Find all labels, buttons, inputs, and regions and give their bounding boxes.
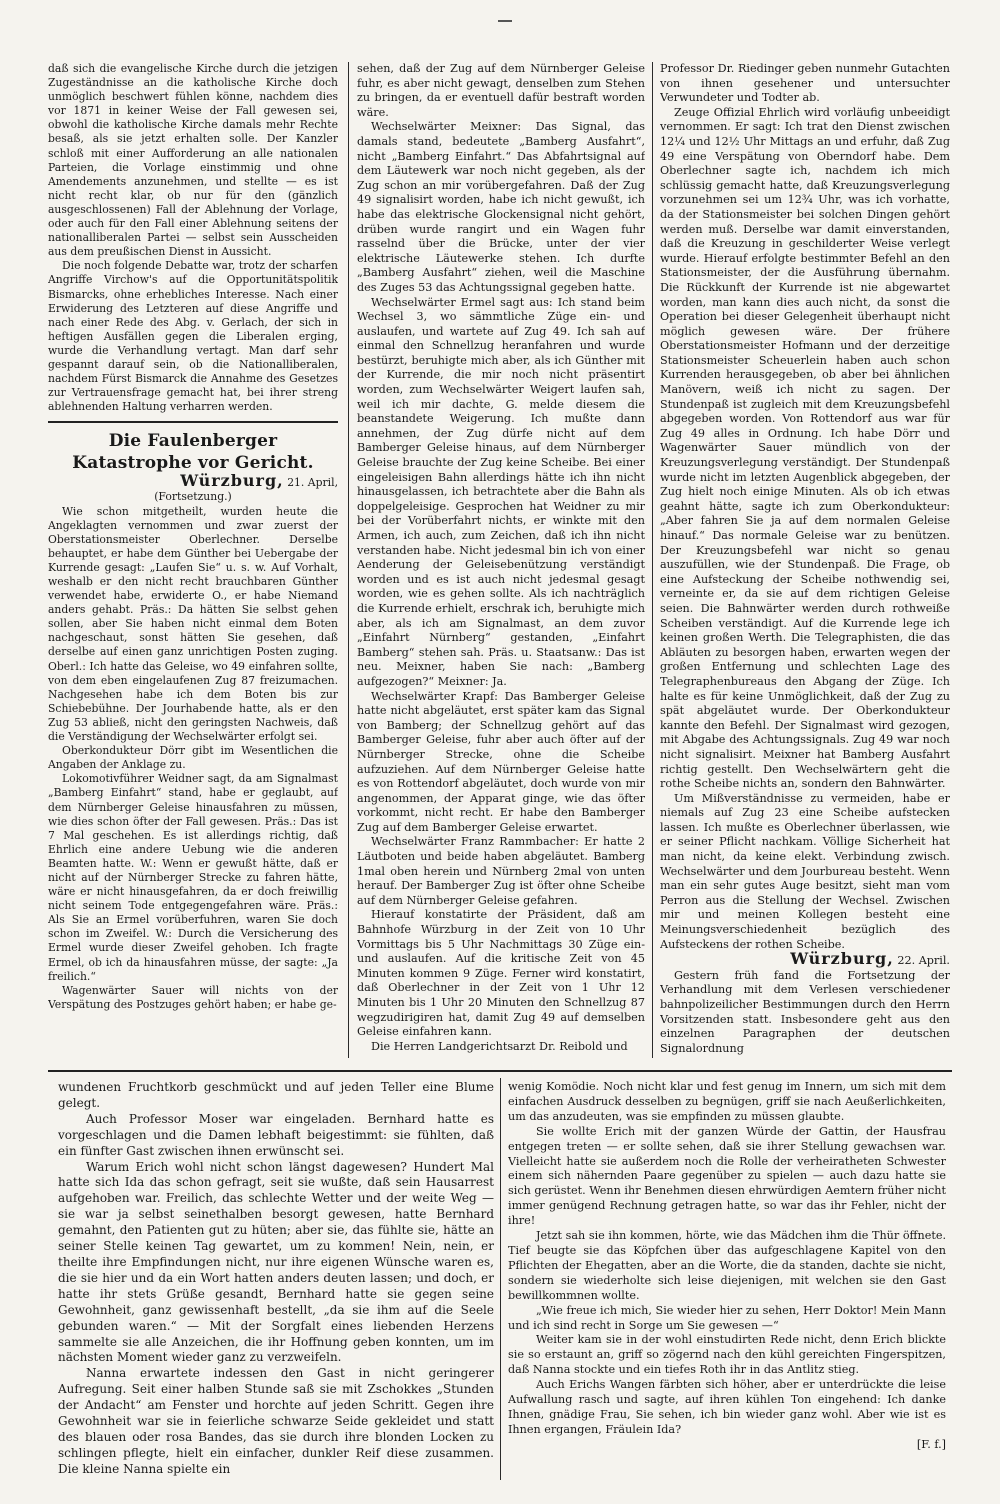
paragraph: Zeuge Offizial Ehrlich wird vorläufig unbeeidigt vernommen. Er sagt: Ich trat den Dienst zwischen 12¼ und 12½ Uhr Mittags an und erfuhr, daß Zug 49 eine Verspätung von Oberndorf habe. Dem Oberlechner sagte ich, nachdem ich mich schlüssig gemacht hatte, daß Kreuzungsverlegung vorzunehmen sei um 12¾ Uhr, was ich vorhatte, da der Stationsmeister bei solchen Dingen gehört werden muß. Derselbe war damit einverstanden, daß die Kreuzung in geschilderter Weise verlegt wurde. Hierauf erfolgte bestimmter Befehl an den Stationsmeister, der die Ausführung übernahm. Die Rückkunft der Kurrende ist nie abgewartet worden, man kann dies auch nicht, da sonst die Operation bei dieser Gelegenheit überhaupt nicht möglich gewesen wäre. Der frühere Oberstationsmeister Hofmann und der derzeitige Stationsmeister Scheuerlein haben auch schon Kurrenden herausgegeben, ob aber bei ähnlichen Manövern, weiß ich nicht zu sagen. Der Stundenpaß ist zugleich mit dem Kreuzungsbefehl abgegeben worden. Von Rottendorf aus war für Zug 49 alles in Ordnung. Ich habe Dörr und Wagenwärter Sauer mündlich von der Kreuzungsverlegung verständigt. Der Stundenpaß wurde nicht im letzten Augenblick abgegeben, der Zug hielt noch einige Minuten. Als ob ich etwas geahnt hätte, sagte ich zum Oberkondukteur: „Aber fahren Sie ja auf dem normalen Geleise hinauf.“ Das normale Geleise war zu benützen. Der Kreuzungsbefehl war nicht so genau auszufüllen, wie der Stundenpaß. Die Frage, ob eine Aufsteckung der Scheibe nothwendig sei, verneinte er, da sie auf dem richtigen Geleise seien. Die Bahnwärter werden durch rothweiße Scheiben verständigt. Auf die Kurrende lege ich keinen großen Werth. Die Telegraphisten, die das Abläuten zu besorgen haben, erwarten wegen der großen Entfernung und schlechten Lage des Telegraphenbureaus den Abgang der Züge. Ich halte es für keine Unmöglichkeit, daß der Zug zu spät abgeläutet wurde. Der Oberkondukteur kannte den Befehl. Der Signalmast wird gezogen, mit Abgabe des Achtungssignals. Zug 49 war noch nicht signalisirt. Meixner hat Bamberg Ausfahrt richtig gestellt. Den Wechselwärtern geht die rothe Scheibe nichts an, sondern den Bahnwärter. (660, 105, 950, 791)
dateline-date: 21. April, (287, 476, 338, 490)
paragraph: Wechselwärter Ermel sagt aus: Ich stand beim Wechsel 3, wo sämmtliche Züge ein- und auslaufen, und wartete auf Zug 49. Ich sah auf einmal den Schnellzug heranfahren und wurde bestürzt, beruhigte mich aber, als ich Günther mit der Kurrende, die mir noch nicht präsentirt worden, zum Wechselwärter Weigert laufen sah, weil ich mir dachte, G. melde diesem die beanstandete Weigerung. Ich mußte dann annehmen, der Zug dürfe nicht auf dem Bamberger Geleise hinaus, auf dem Nürnberger Geleise brauchte der Zug keine Scheibe. Bei einer eingeleisigen Bahn allerdings hätte ich ihn nicht hinausgelassen, ich betrachtete aber die Bahn als doppelgeleisige. Gesprochen hat Weidner zu mir bei der Vorüberfahrt nichts, er winkte mit den Armen, ich auch, zum Zeichen, daß ich ihn nicht verstanden habe. Nicht jedesmal bin ich von einer Aenderung der Geleisebenützung verständigt worden und es ist auch nicht jedesmal gesagt worden, wie es gehen sollte. Als ich nachträglich die Kurrende erhielt, erschrak ich, beruhigte mich aber, als ich am Signalmast, an dem zuvor „Einfahrt Nürnberg“ gestanden, „Einfahrt Bamberg“ stehen sah. Präs. u. Staatsanw.: Das ist neu. Meixner, haben Sie nach: „Bamberg aufgezogen?“ Meixner: Ja. (357, 295, 645, 688)
paragraph: Hierauf konstatirte der Präsident, daß am Bahnhofe Würzburg in der Zeit von 10 Uhr Vormittags bis 5 Uhr Nachmittags 30 Züge ein- und auslaufen. Auf die kritische Zeit von 45 Minuten kommen 9 Züge. Ferner wird konstatirt, daß Oberlechner in der Zeit von 1 Uhr 12 Minuten bis 1 Uhr 20 Minuten den Schnellzug 87 wegzudirigiren hat, damit Zug 49 auf demselben Geleise einfahren kann. (357, 908, 645, 1039)
paragraph: Nanna erwartete indessen den Gast in nicht geringerer Aufregung. Seit einer halben Stunde saß sie mit Zschokkes „Stunden der Andacht“ am Fenster und horchte auf jeden Schritt. Gegen ihre Gewohnheit war sie in feierliche schwarze Seide gekleidet und statt des blauen oder rosa Bandes, das sie durch ihre blonden Locken zu schlingen pflegte, hielt ein einfacher, dunkler Reif diese zusammen. Die kleine Nanna spielte ein (58, 1366, 494, 1476)
section-divider (48, 421, 338, 423)
column-rule (500, 1078, 501, 1480)
continuation-note: (Fortsetzung.) (154, 490, 232, 504)
column-2 (357, 62, 645, 1058)
author-signature: [F. f.] (916, 1437, 946, 1451)
paragraph: wundenen Fruchtkorb geschmückt und auf jeden Teller eine Blume gelegt. (58, 1080, 494, 1110)
paragraph: Die Herren Landgerichtsarzt Dr. Reibold und (371, 1039, 628, 1053)
column-rule (652, 62, 653, 1058)
paragraph: sehen, daß der Zug auf dem Nürnberger Geleise fuhr, es aber nicht gewagt, denselben zum Stehen zu bringen, da er eventuell dafür bestraft worden wäre. (357, 62, 645, 119)
column-rule (348, 62, 349, 1058)
feuilleton-divider (48, 1070, 952, 1072)
paragraph: Warum Erich wohl nicht schon längst dagewesen? Hundert Mal hatte sich Ida das schon gefragt, seit sie wußte, daß sein Hausarrest aufgehoben war. Freilich, das schlechte Wetter und der weite Weg — sie war ja selbst seinethalben besorgt gewesen, hatte Bernhard gemahnt, den Patienten gut zu hüten; aber sie, das fühlte sie, hätte an seiner Stelle keinen Tag gewartet, um zu kommen! Nein, nein, er theilte ihre Empfindungen nicht, nur ihre eigenen Wünsche waren es, die sie hier und da ein Wort hatten anders deuten lassen; und doch, er hatte ihr stets Grüße gesandt, Bernhard hatte sie gegen seine Gewohnheit, ganz gewissenhaft bestellt, „da sie ihm auf die Seele gebunden waren.“ — Mit der Sorgfalt eines liebenden Herzens sammelte sie alle Anzeichen, die ihr Hoffnung geben konnten, um im nächsten Moment wieder ganz zu verzweifeln. (58, 1159, 494, 1365)
page-mark (498, 20, 512, 22)
dateline-date: 22. April. (897, 954, 950, 968)
paragraph: Auch Erichs Wangen färbten sich höher, aber er unterdrückte die leise Aufwallung rasch und sagte, auf ihren kühlen Ton eingehend: Ich danke Ihnen, gnädige Frau, Sie sehen, ich bin wieder ganz wohl. Aber wie ist es Ihnen ergangen, Fräulein Ida? (508, 1378, 946, 1436)
column-3 (660, 62, 950, 1058)
paragraph: Wechselwärter Krapf: Das Bamberger Geleise hatte nicht abgeläutet, erst später kam das Signal von Bamberg; der Schnellzug gehört auf das Bamberger Geleise, fuhr aber auch öfter auf der Nürnberger Strecke, ohne die Scheibe aufzuziehen. Auf dem Nürnberger Geleise hatte es von Rottendorf abgeläutet, doch wurde von mir angenommen, der Apparat ginge, wie das öfter vorkommt, nicht recht. Er habe den Bamberger Zug auf dem Bamberger Geleise erwartet. (357, 689, 645, 834)
paragraph: Professor Dr. Riedinger geben nunmehr Gutachten von ihnen gesehener und untersuchter Verwundeter und Todter ab. (660, 62, 950, 105)
paragraph: Die noch folgende Debatte war, trotz der scharfen Angriffe Virchow's auf die Opportunitätspolitik Bismarcks, ohne erhebliches Interesse. Nach einer Erwiderung des Letzteren auf diese Angriffe und nach einer Rede des Abg. v. Gerlach, der sich in heftigen Ausfällen gegen die Liberalen erging, wurde die Verhandlung vertagt. Man darf sehr gespannt darauf sein, ob die Nationalliberalen, nachdem Fürst Bismarck die Annahme des Gesetzes zur Vertrauensfrage gemacht hat, bei ihrer streng ablehnenden Haltung verharren werden. (48, 259, 338, 414)
feuilleton-right-column (508, 1080, 946, 1480)
paragraph: Wagenwärter Sauer will nichts von der Verspätung des Postzuges gehört haben; er habe ge- (48, 983, 338, 1011)
article-headline: Die Faulenberger Katastrophe vor Gericht. (72, 431, 314, 474)
paragraph: Wechselwärter Franz Rammbacher: Er hatte 2 Läutboten und beide haben abgeläutet. Bamberg 1mal oben herein und Nürnberg 2mal von unten herauf. Der Bamberger Zug ist öfter ohne Scheibe auf dem Nürnberger Geleise gefahren. (357, 835, 645, 907)
dateline-place: Würzburg, (180, 471, 284, 491)
dateline (48, 471, 338, 491)
paragraph: wenig Komödie. Noch nicht klar und fest genug im Innern, um sich mit dem einfachen Ausdruck desselben zu begnügen, griff sie nach Aeußerlichkeiten, um das anzudeuten, was sie empfinden zu müssen glaubte. (508, 1080, 946, 1123)
paragraph: Oberkondukteur Dörr gibt im Wesentlichen die Angaben der Anklage zu. (48, 744, 338, 772)
dateline-place: Würzburg, (790, 949, 894, 969)
paragraph: Um Mißverständnisse zu vermeiden, habe er niemals auf Zug 23 eine Scheibe aufstecken lassen. Ich mußte es Oberlechner überlassen, wie er seiner Pflicht nachkam. Völlige Sicherheit hat man nicht, da keine elekt. Verbindung zwisch. Wechselwärter und dem Jourbureau besteht. Wenn man ein sehr gutes Auge besitzt, sieht man vom Perron aus die Stellung der Wechsel. Zwischen mir und meinen Kollegen besteht eine Meinungsverschiedenheit bezüglich des Aufsteckens der rothen Scheibe. (660, 791, 950, 951)
paragraph: Lokomotivführer Weidner sagt, da am Signalmast „Bamberg Einfahrt“ stand, habe er geglaubt, auf dem Nürnberger Geleise hinausfahren zu müssen, wie dies schon öfter der Fall gewesen. Präs.: Das ist 7 Mal geschehen. Es ist allerdings richtig, daß Ehrlich eine andere Uebung wie die anderen Beamten hatte. W.: Wenn er gewußt hätte, daß er nicht auf der Nürnberger Strecke zu fahren hätte, wäre er nicht hinausgefahren, da er doch freiwillig nicht seinem Tode entgegengefahren wäre. Präs.: Als Sie an Ermel vorüberfuhren, waren Sie doch schon im Zweifel. W.: Durch die Versicherung des Ermel wurde dieser Zweifel gehoben. Ich fragte Ermel, ob ich da hinausfahren müsse, der sagte: „Ja freilich.“ (48, 772, 338, 983)
feuilleton-left-column (58, 1080, 494, 1480)
paragraph: „Wie freue ich mich, Sie wieder hier zu sehen, Herr Doktor! Mein Mann und ich sind recht in Sorge um Sie gewesen —“ (508, 1303, 946, 1332)
paragraph: Wechselwärter Meixner: Das Signal, das damals stand, bedeutete „Bamberg Ausfahrt“, nicht „Bamberg Einfahrt.“ Das Abfahrtsignal auf dem Läutewerk war noch nicht gegeben, als der Zug schon an mir vorübergefahren. Daß der Zug 49 signalisirt worden, habe ich nicht gewußt, ich habe das elektrische Glockensignal nicht gehört, drüben wurde rangirt und ein Wagen fuhr rasselnd über die Brücke, unter der vier elektrische Läutewerke stehen. Ich durfte „Bamberg Ausfahrt“ ziehen, weil die Maschine des Zuges 53 das Achtungssignal gegeben hatte. (357, 120, 645, 294)
paragraph: Weiter kam sie in der wohl einstudirten Rede nicht, denn Erich blickte sie so erstaunt an, griff so zögernd nach den kühl gereichten Fingerspitzen, daß Nanna stockte und ein tiefes Roth ihr in das Antlitz stieg. (508, 1333, 946, 1377)
paragraph: Wie schon mitgetheilt, wurden heute die Angeklagten vernommen und zwar zuerst der Oberstationsmeister Oberlechner. Derselbe behauptet, er habe dem Günther bei Uebergabe der Kurrende gesagt: „Laufen Sie“ u. s. w. Auf Vorhalt, weshalb er den nicht recht brauchbaren Günther verwendet habe, erwiderte O., er habe Niemand anders gehabt. Präs.: Da hätten Sie selbst gehen sollen, aber Sie haben nicht einmal dem Boten nachgeschaut, sonst hätten Sie gesehen, daß derselbe auf einen ganz unrichtigen Posten zuging. Oberl.: Ich hatte das Geleise, wo 49 einfahren sollte, von dem eben eingelaufenen Zug 87 freizumachen. Nachgesehen habe ich dem Boten bis zur Schiebebühne. Der Jourhabende hatte, als er den Zug 53 abließ, nicht den geringsten Nachweis, daß die Verständigung der Wechselwärter erfolgt sei. (48, 504, 338, 744)
paragraph: Sie wollte Erich mit der ganzen Würde der Gattin, der Hausfrau entgegen treten — er sollte sehen, daß sie ihrer Stellung gewachsen war. Vielleicht hatte sie außerdem noch die Rolle der verheiratheten Schwester einem sich nähernden Paare gegenüber zu spielen — auch dazu hatte sie sich gerüstet. Wenn ihr Benehmen diesen ehrwürdigen Aemtern früher nicht immer genügend Rechnung getragen hatte, so war das ihr Fehler, nicht der ihre! (508, 1124, 946, 1228)
paragraph: Gestern früh fand die Fortsetzung der Verhandlung mit dem Verlesen verschiedener bahnpolizeilicher Bestimmungen durch den Herrn Vorsitzenden statt. Insbesondere geht aus den einzelnen Paragraphen der deutschen Signalordnung (660, 968, 950, 1055)
column-1 (48, 62, 338, 1058)
paragraph: Jetzt sah sie ihn kommen, hörte, wie das Mädchen ihm die Thür öffnete. Tief beugte sie das Köpfchen über das aufgeschlagene Kapitel von den Pflichten der Ehegatten, aber an die Worte, die da standen, dachte sie nicht, sondern sie wiederholte sich leise diejenigen, mit welchen sie den Gast bewillkommnen wollte. (508, 1229, 946, 1302)
paragraph: daß sich die evangelische Kirche durch die jetzigen Zugeständnisse an die katholische Kirche doch unmöglich beschwert fühlen könne, nachdem dies vor 1871 in keiner Weise der Fall gewesen sei, obwohl die katholische Kirche damals mehr Rechte besaß, als sie jetzt erhalten solle. Der Kanzler schloß mit einer Aufforderung an alle nationalen Parteien, die Vorlage einstimmig und ohne Amendements anzunehmen, und stellte — es ist nicht recht klar, ob nur für den (gänzlich ausgeschlossenen) Fall der Ablehnung der Vorlage, oder auch für den Fall einer Ablehnung seitens der nationalliberalen Partei — selbst sein Ausscheiden aus dem preußischen Dienst in Aussicht. (48, 62, 338, 259)
paragraph: Auch Professor Moser war eingeladen. Bernhard hatte es vorgeschlagen und die Damen lebhaft beigestimmt: sie fühlten, daß ein fünfter Gast zwischen ihnen erwünscht sei. (58, 1111, 494, 1158)
dateline (660, 949, 950, 969)
